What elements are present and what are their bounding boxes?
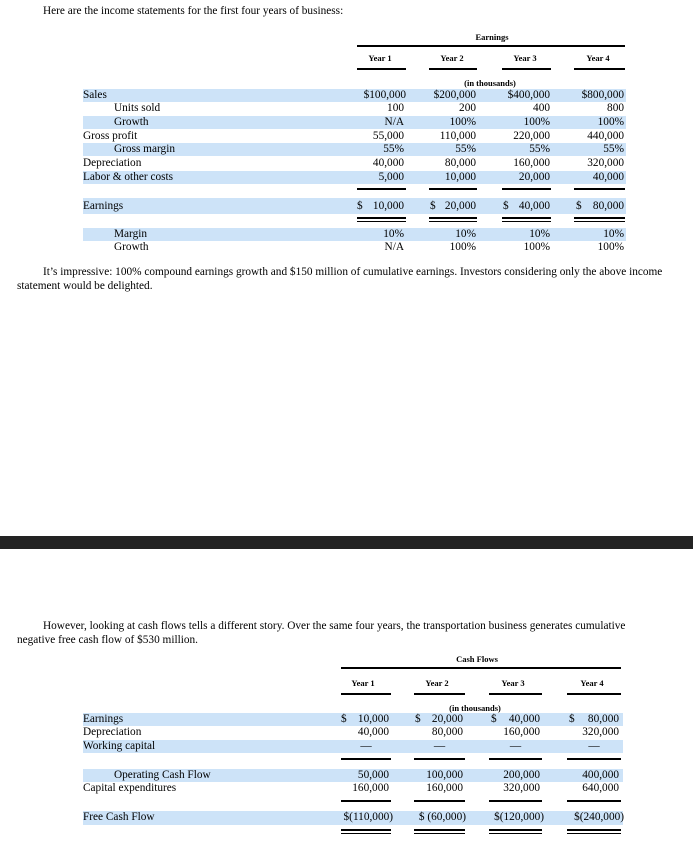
subtotal-rule xyxy=(341,800,391,802)
subtotal-rule xyxy=(429,188,477,190)
total-double-rule xyxy=(489,829,542,831)
subtotal-rule xyxy=(357,188,406,190)
subtotal-rule xyxy=(502,188,551,190)
subtotal-rule xyxy=(489,758,542,760)
currency-symbol: $ xyxy=(415,713,421,725)
cf-capex-year4: 640,000 xyxy=(582,782,619,794)
cf-depreciation-year3: 160,000 xyxy=(503,726,540,738)
row-label-earnings-growth: Growth xyxy=(114,241,149,253)
cf-ocf-year1: 50,000 xyxy=(357,769,389,781)
earnings-year1: 10,000 xyxy=(372,200,404,212)
cf-depreciation-year2: 80,000 xyxy=(431,726,463,738)
subtotal-rule xyxy=(414,800,465,802)
gross-profit-year1: 55,000 xyxy=(372,130,404,142)
row-label-margin: Margin xyxy=(114,228,148,240)
row-label-gross-profit: Gross profit xyxy=(83,130,138,142)
subtotal-rule xyxy=(567,758,621,760)
cashflow-header-rule xyxy=(567,693,621,695)
gross-profit-year3: 220,000 xyxy=(513,130,550,142)
total-double-rule xyxy=(502,217,551,219)
cf-working-capital-year1: — xyxy=(360,740,372,752)
income-units-label: (in thousands) xyxy=(464,78,516,88)
income-table-title: Earnings xyxy=(475,32,509,42)
labor-costs-year4: 40,000 xyxy=(592,171,624,183)
cf-capex-year3: 320,000 xyxy=(503,782,540,794)
earnings-growth-year1: N/A xyxy=(384,241,404,253)
cashflow-header-year2: Year 2 xyxy=(425,678,449,688)
total-double-rule xyxy=(357,217,406,219)
row-label-earnings: Earnings xyxy=(83,200,124,212)
cf-earnings-year4: 80,000 xyxy=(587,713,619,725)
cashflow-intro-text: However, looking at cash flows tells a different story. Over the same four years, the transportation business generates cumulative negative free cash flow of $530 million. xyxy=(17,620,626,646)
cashflow-header-rule xyxy=(341,693,391,695)
depreciation-year2: 80,000 xyxy=(444,157,476,169)
margin-year3: 10% xyxy=(529,228,550,240)
cf-capex-year2: 160,000 xyxy=(426,782,463,794)
depreciation-year3: 160,000 xyxy=(513,157,550,169)
cashflow-units-label: (in thousands) xyxy=(449,703,501,713)
depreciation-year4: 320,000 xyxy=(587,157,624,169)
currency-symbol: $ xyxy=(503,200,509,212)
subtotal-rule xyxy=(341,758,391,760)
cf-fcf-year4: $(240,000) xyxy=(574,811,624,823)
income-comment-text: It’s impressive: 100% compound earnings growth and $150 million of cumulative earnings. Investors considering only the above income statement would be delighted. xyxy=(17,266,663,292)
income-header-rule xyxy=(357,68,406,70)
total-double-rule xyxy=(567,833,621,834)
earnings-growth-year3: 100% xyxy=(523,241,550,253)
labor-costs-year3: 20,000 xyxy=(518,171,550,183)
units-sold-year3: 400 xyxy=(533,102,550,114)
margin-year4: 10% xyxy=(603,228,624,240)
total-double-rule xyxy=(489,833,542,834)
total-double-rule xyxy=(414,833,465,834)
income-header-rule xyxy=(429,68,477,70)
income-header-rule xyxy=(574,68,625,70)
cf-row-label-earnings: Earnings xyxy=(83,713,124,725)
units-sold-year1: 100 xyxy=(387,102,404,114)
earnings-year3: 40,000 xyxy=(518,200,550,212)
income-header-year1: Year 1 xyxy=(368,53,392,63)
cf-row-label-operating-cash-flow: Operating Cash Flow xyxy=(114,769,211,781)
cf-working-capital-year2: — xyxy=(433,740,446,752)
cashflow-header-rule xyxy=(489,693,542,695)
income-title-rule xyxy=(357,45,625,47)
total-double-rule xyxy=(567,829,621,831)
currency-symbol: $ xyxy=(430,200,436,212)
cf-row-label-free-cash-flow: Free Cash Flow xyxy=(83,811,155,823)
subtotal-rule xyxy=(567,800,621,802)
total-double-rule xyxy=(341,829,391,831)
cf-fcf-year3: $(120,000) xyxy=(494,811,544,823)
cf-row-label-depreciation: Depreciation xyxy=(83,726,142,738)
cf-earnings-year1: 10,000 xyxy=(357,713,389,725)
sales-growth-year4: 100% xyxy=(597,116,624,128)
subtotal-rule xyxy=(414,758,465,760)
row-label-labor-costs: Labor & other costs xyxy=(83,171,174,183)
cashflow-title-rule xyxy=(341,667,621,669)
income-header-year2: Year 2 xyxy=(440,53,464,63)
sales-growth-year1: N/A xyxy=(384,116,404,128)
row-label-depreciation: Depreciation xyxy=(83,157,142,169)
row-label-units-sold: Units sold xyxy=(114,102,161,114)
gross-margin-year3: 55% xyxy=(529,143,550,155)
sales-year2: $200,000 xyxy=(433,89,476,101)
labor-costs-year2: 10,000 xyxy=(444,171,476,183)
sales-year4: $800,000 xyxy=(581,89,624,101)
sales-growth-year2: 100% xyxy=(449,116,476,128)
cf-working-capital-year4: — xyxy=(588,740,600,752)
currency-symbol: $ xyxy=(341,713,347,725)
row-label-gross-margin: Gross margin xyxy=(114,143,175,155)
cf-earnings-year2: 20,000 xyxy=(431,713,463,725)
gross-profit-year4: 440,000 xyxy=(587,130,624,142)
gross-profit-year2: 110,000 xyxy=(439,130,476,142)
cashflow-header-rule xyxy=(414,693,465,695)
cf-depreciation-year1: 40,000 xyxy=(357,726,389,738)
cf-ocf-year2: 100,000 xyxy=(426,769,463,781)
cf-working-capital-year3: — xyxy=(509,740,522,752)
cashflow-table-title: Cash Flows xyxy=(456,654,498,664)
total-double-rule xyxy=(574,221,625,222)
cf-depreciation-year4: 320,000 xyxy=(582,726,619,738)
cashflow-header-year1: Year 1 xyxy=(351,678,375,688)
cf-fcf-year1: $(110,000) xyxy=(343,811,393,823)
cf-capex-year1: 160,000 xyxy=(352,782,389,794)
subtotal-rule xyxy=(574,188,625,190)
subtotal-rule xyxy=(489,800,542,802)
units-sold-year2: 200 xyxy=(459,102,476,114)
units-sold-year4: 800 xyxy=(607,102,624,114)
total-double-rule xyxy=(341,833,391,834)
sales-year3: $400,000 xyxy=(507,89,550,101)
cf-ocf-year3: 200,000 xyxy=(503,769,540,781)
labor-costs-year1: 5,000 xyxy=(378,171,404,183)
cf-ocf-year4: 400,000 xyxy=(582,769,619,781)
currency-symbol: $ xyxy=(576,200,582,212)
total-double-rule xyxy=(357,221,406,222)
cash-flow-page xyxy=(0,549,693,841)
cashflow-header-year3: Year 3 xyxy=(501,678,525,688)
sales-year1: $100,000 xyxy=(363,89,406,101)
cf-earnings-year3: 40,000 xyxy=(508,713,540,725)
total-double-rule xyxy=(429,221,477,222)
gross-margin-year1: 55% xyxy=(383,143,404,155)
margin-year1: 10% xyxy=(383,228,404,240)
income-intro-text: Here are the income statements for the first four years of business: xyxy=(43,5,344,17)
row-label-sales-growth: Growth xyxy=(114,116,149,128)
cf-row-label-capex: Capital expenditures xyxy=(83,782,177,794)
earnings-year2: 20,000 xyxy=(444,200,476,212)
total-double-rule xyxy=(429,217,477,219)
currency-symbol: $ xyxy=(357,200,363,212)
cf-row-label-working-capital: Working capital xyxy=(83,740,156,752)
earnings-year4: 80,000 xyxy=(592,200,624,212)
total-double-rule xyxy=(414,829,465,831)
total-double-rule xyxy=(574,217,625,219)
income-header-year3: Year 3 xyxy=(513,53,537,63)
currency-symbol: $ xyxy=(491,713,497,725)
depreciation-year1: 40,000 xyxy=(372,157,404,169)
gross-margin-year2: 55% xyxy=(455,143,476,155)
sales-growth-year3: 100% xyxy=(523,116,550,128)
earnings-growth-year4: 100% xyxy=(597,241,624,253)
income-header-rule xyxy=(502,68,551,70)
page-break-divider xyxy=(0,536,693,549)
cf-fcf-year2: $ (60,000) xyxy=(418,811,466,823)
total-double-rule xyxy=(502,221,551,222)
income-header-year4: Year 4 xyxy=(586,53,610,63)
margin-year2: 10% xyxy=(455,228,476,240)
currency-symbol: $ xyxy=(569,713,575,725)
cashflow-header-year4: Year 4 xyxy=(580,678,604,688)
row-label-sales: Sales xyxy=(83,89,107,101)
earnings-growth-year2: 100% xyxy=(449,241,476,253)
gross-margin-year4: 55% xyxy=(603,143,624,155)
